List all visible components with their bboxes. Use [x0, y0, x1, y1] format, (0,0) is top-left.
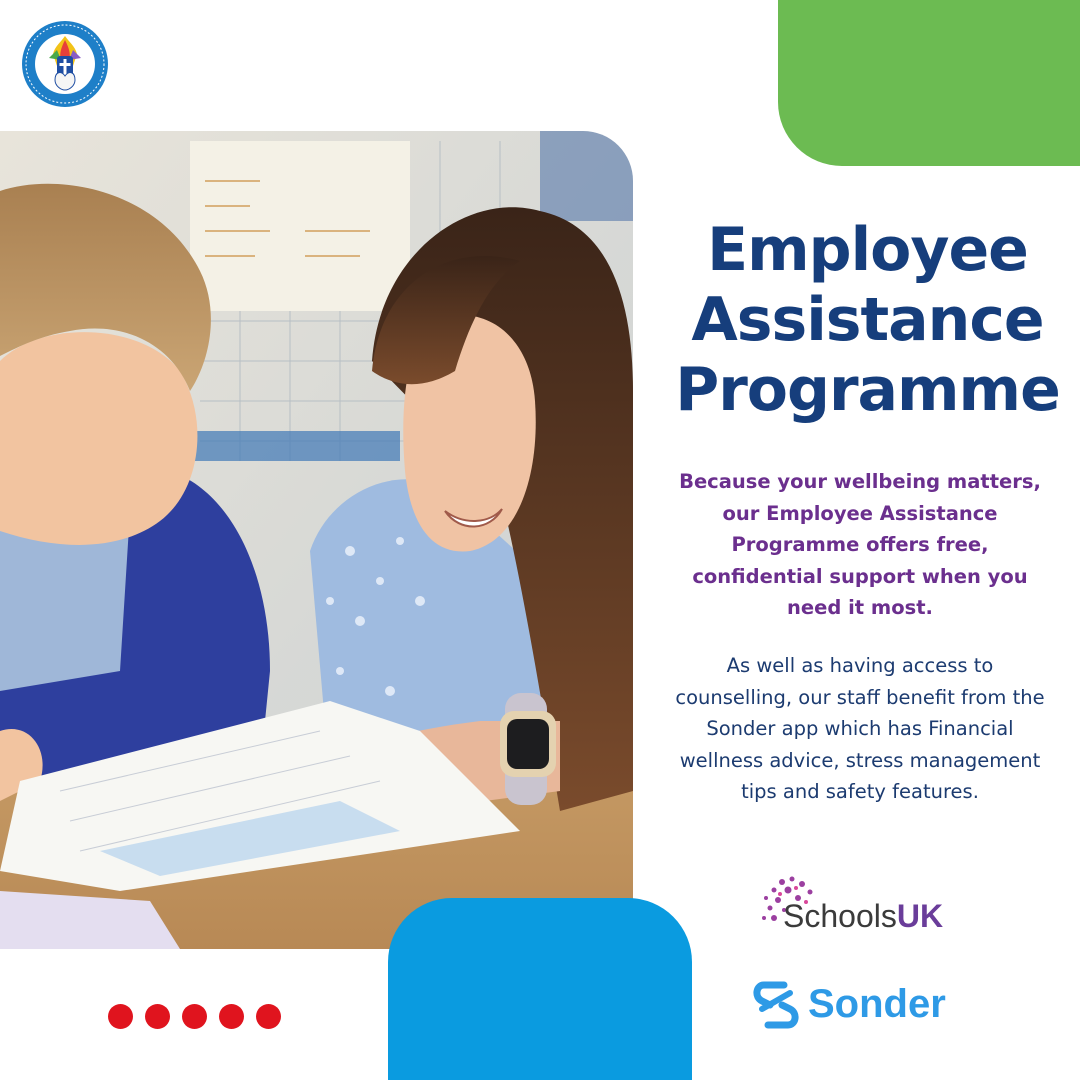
body-paragraph: As well as having access to counselling, our staff benefit from the Sonder app which has Financial wellness advice, stress management tips and safety features.	[675, 654, 1045, 803]
sonder-wordmark: Sonder	[808, 982, 946, 1026]
school-crest-logo	[21, 20, 109, 108]
dot	[219, 1004, 244, 1029]
sonder-s-icon	[750, 979, 802, 1031]
title-line: Employee	[707, 215, 1028, 285]
page-title	[655, 215, 1080, 425]
schoolsuk-prefix: Schools	[783, 898, 897, 934]
title-line: Assistance	[691, 285, 1044, 355]
schoolsuk-wordmark	[783, 896, 943, 936]
schoolsuk-logo	[758, 874, 968, 940]
title-line: Programme	[675, 355, 1060, 425]
dot	[108, 1004, 133, 1029]
dot	[182, 1004, 207, 1029]
pagination-dots	[108, 1004, 281, 1029]
teacher-and-pupil-photo	[0, 131, 633, 949]
blue-bottom-decoration	[388, 898, 692, 1080]
dot	[145, 1004, 170, 1029]
dot	[256, 1004, 281, 1029]
green-corner-decoration	[778, 0, 1080, 166]
sonder-logo	[750, 976, 970, 1034]
lead-paragraph: Because your wellbeing matters, our Employee Assistance Programme offers free, confidential support when you need it most.	[679, 470, 1041, 619]
schoolsuk-suffix: UK	[896, 898, 944, 934]
